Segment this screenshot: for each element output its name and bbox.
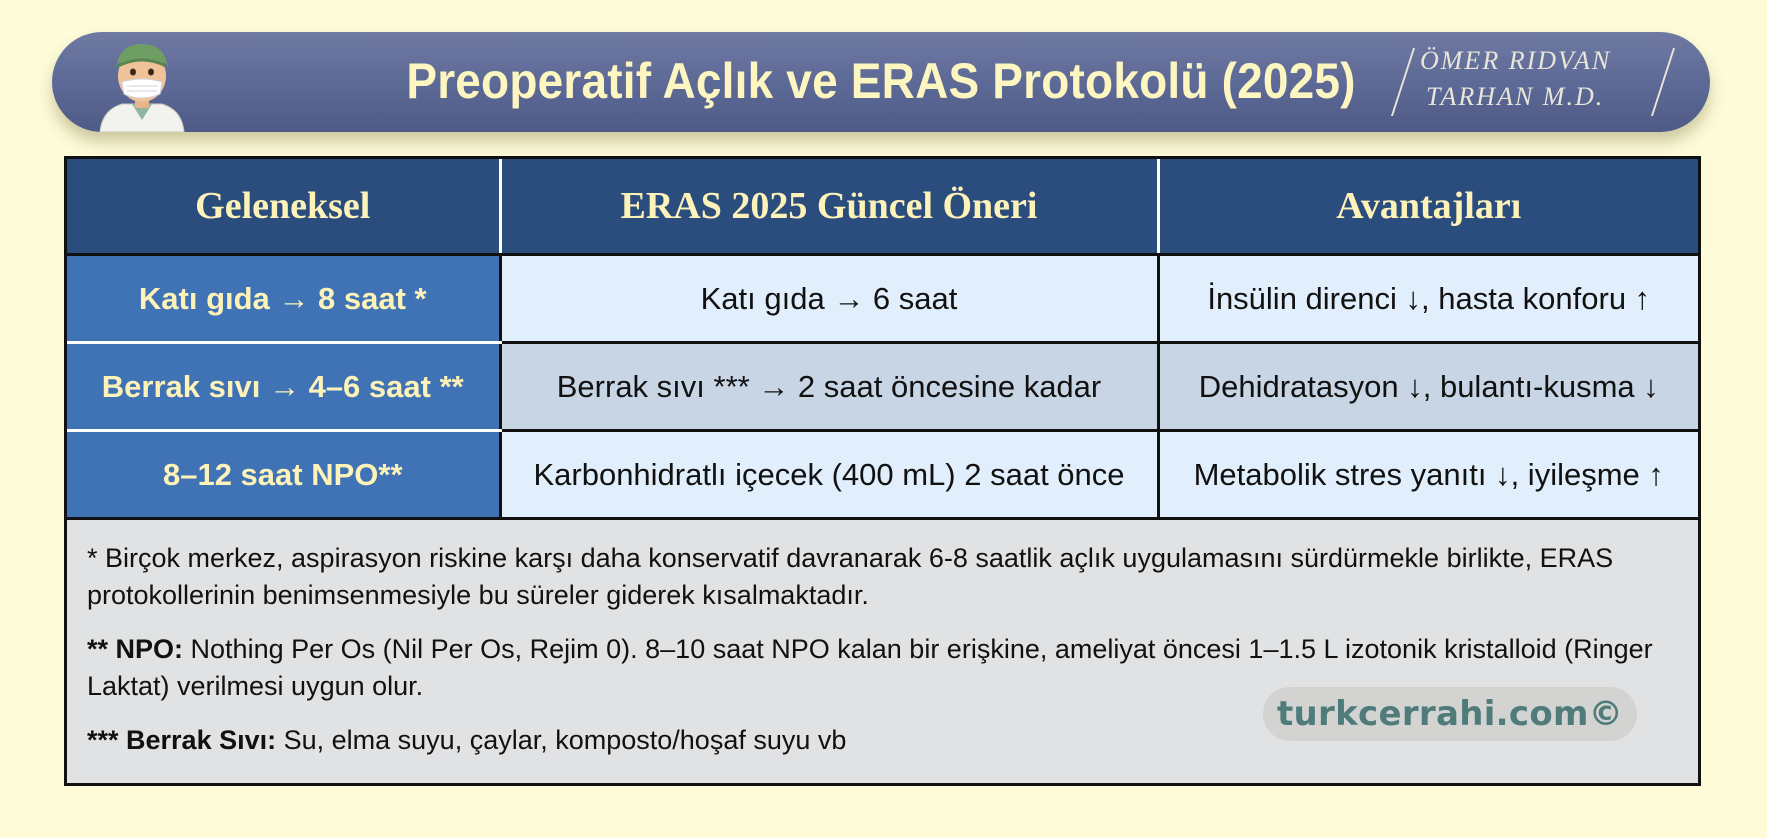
column-header-traditional: Geleneksel [67,159,500,255]
comparison-table [67,159,1698,520]
table-header-row [67,159,1698,255]
signature-line-1: ÖMER RIDVAN [1420,46,1612,75]
eras-cell: Berrak sıvı *** → 2 saat öncesine kadar [500,343,1158,431]
page-title: Preoperatif Açlık ve ERAS Protokolü (2025) [406,53,1356,109]
eras-cell: Katı gıda → 6 saat [500,255,1158,343]
footnote-3-text: Su, elma suyu, çaylar, komposto/hoşaf suyu vb [276,725,847,755]
comparison-table-container [64,156,1701,786]
column-header-eras: ERAS 2025 Güncel Öneri [500,159,1158,255]
table-row [67,343,1698,431]
table-row [67,255,1698,343]
column-header-advantages: Avantajları [1158,159,1698,255]
traditional-cell: Katı gıda → 8 saat * [67,255,500,343]
advantage-cell: Metabolik stres yanıtı ↓, iyileşme ↑ [1158,431,1698,519]
author-signature [1380,40,1680,126]
traditional-cell: Berrak sıvı → 4–6 saat ** [67,343,500,431]
signature-slash-left [1391,48,1415,116]
footnote-2-text: Nothing Per Os (Nil Per Os, Rejim 0). 8–10 saat NPO kalan bir erişkine, ameliyat öncesi 1–1.5 L izotonik kristalloid (Ringer Laktat) verilmesi uygun olur. [87,634,1653,701]
traditional-cell: 8–12 saat NPO** [67,431,500,519]
eras-cell: Karbonhidratlı içecek (400 mL) 2 saat önce [500,431,1158,519]
title-banner [52,32,1710,132]
table-row [67,431,1698,519]
site-watermark: turkcerrahi.com© [1263,687,1637,741]
footnote-3-label: *** Berrak Sıvı: [87,725,277,755]
footnote-1: * Birçok merkez, aspirasyon riskine karşı daha konservatif davranarak 6-8 saatlik açlık uygulamasını sürdürmekle birlikte, ERAS protokollerinin benimsenmesiyle bu süreler giderek kısalmaktadır. [87,543,1614,610]
signature-slash-right [1651,48,1675,116]
advantage-cell: Dehidratasyon ↓, bulantı-kusma ↓ [1158,343,1698,431]
footnote-2-label: ** NPO: [87,634,184,664]
advantage-cell: İnsülin direnci ↓, hasta konforu ↑ [1158,255,1698,343]
signature-line-2: TARHAN M.D. [1426,82,1605,111]
